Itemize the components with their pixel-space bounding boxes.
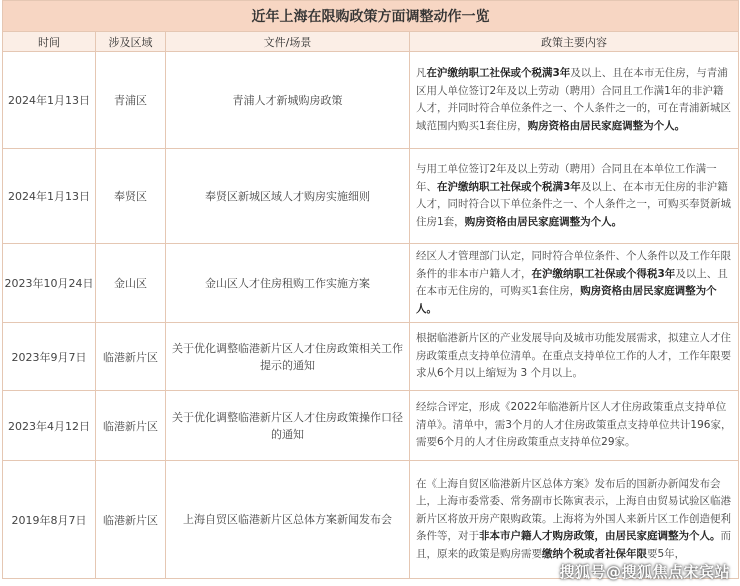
header-row bbox=[3, 32, 739, 52]
content-text: 根据临港新片区的产业发展导向及城市功能发展需求，拟建立人才住房政策重点支持单位清单。在重点支持单位工作的人才，工作年限要求从6个月以上缩短为 3 个月以上。 bbox=[416, 332, 731, 380]
row-area: 金山区 bbox=[96, 244, 166, 323]
content-text: 及以上、且在本市无住房的，可购买1套住房， bbox=[416, 267, 728, 297]
header-time: 时间 bbox=[3, 32, 96, 52]
row-area: 青浦区 bbox=[96, 52, 166, 149]
watermark-text: 搜狐号@搜狐焦点宋宾站 bbox=[559, 563, 730, 581]
content-text: 要5年， bbox=[647, 547, 686, 560]
row-doc: 上海自贸区临港新片区总体方案新闻发布会 bbox=[166, 461, 410, 579]
policy-table bbox=[2, 0, 739, 579]
row-area: 临港新片区 bbox=[96, 391, 166, 461]
table-title: 近年上海在限购政策方面调整动作一览 bbox=[3, 1, 739, 32]
row-date: 2023年9月7日 bbox=[3, 323, 96, 391]
content-highlight: 购房资格由居民家庭调整为个人。 bbox=[416, 285, 717, 315]
content-text: 及以上、且在本市无住房，与青浦区用人单位签订2年及以上劳动（聘用）合同且工作满1年的非沪籍人才，并同时符合单位条件之一、个人条件之一的，可在青浦新城区域范围内购买1套住房， bbox=[416, 67, 731, 132]
row-content bbox=[410, 323, 739, 391]
content-highlight: 购房资格由居民家庭调整为个人。 bbox=[527, 119, 686, 132]
header-area: 涉及区域 bbox=[96, 32, 166, 52]
content-highlight: 缴纳个税或者社保年限 bbox=[542, 547, 647, 560]
row-date: 2024年1月13日 bbox=[3, 149, 96, 244]
row-date: 2023年4月12日 bbox=[3, 391, 96, 461]
content-highlight: 在沪缴纳职工社保或个税满3年 bbox=[426, 67, 571, 79]
content-highlight: 在沪缴纳职工社保或个得税3年 bbox=[531, 267, 676, 280]
title-row bbox=[3, 1, 739, 32]
table-row bbox=[3, 52, 739, 149]
content-text: 与用工单位签订2年及以上劳动（聘用）合同且在本单位工作满一年、 bbox=[416, 163, 717, 193]
content-text: 经区人才管理部门认定，同时符合单位条件、个人条件以及工作年限条件的非本市户籍人才， bbox=[416, 250, 731, 280]
table-row bbox=[3, 391, 739, 461]
row-area: 奉贤区 bbox=[96, 149, 166, 244]
row-doc: 青浦人才新城购房政策 bbox=[166, 52, 410, 149]
content-highlight: 在沪缴纳职工社保或个税满3年 bbox=[437, 180, 581, 193]
row-doc: 关于优化调整临港新片区人才住房政策相关工作提示的通知 bbox=[166, 323, 410, 391]
row-area: 临港新片区 bbox=[96, 461, 166, 579]
row-date: 2019年8月7日 bbox=[3, 461, 96, 579]
content-text: 及以上、在本市无住房的非沪籍人才，同时符合以下单位条件之一、个人条件之一，可购买奉贤新城住房1套， bbox=[416, 180, 731, 228]
content-highlight: 非本市户籍人才购房政策，由居民家庭调整为个人。 bbox=[479, 530, 721, 543]
row-doc: 关于优化调整临港新片区人才住房政策操作口径的通知 bbox=[166, 391, 410, 461]
content-text: 经综合评定，形成《2022年临港新片区人才住房政策重点支持单位清单》。清单中，需3个月的人才住房政策重点支持单位共计196家，需要6个月的人才住房政策重点支持单位29家。 bbox=[416, 401, 732, 449]
row-content bbox=[410, 52, 739, 149]
row-content bbox=[410, 244, 739, 323]
row-area: 临港新片区 bbox=[96, 323, 166, 391]
content-text: 而且，原来的政策是购房需要 bbox=[416, 530, 731, 560]
row-doc: 奉贤区新城区域人才购房实施细则 bbox=[166, 149, 410, 244]
header-content: 政策主要内容 bbox=[410, 32, 739, 52]
row-doc: 金山区人才住房租购工作实施方案 bbox=[166, 244, 410, 323]
content-text: 在《上海自贸区临港新片区总体方案》发布后的国新办新闻发布会上，上海市委常委、常务副市长陈寅表示，上海自由贸易试验区临港新片区将放开房产限购政策。上海将为外国人来新片区工作创造便利条件等，对于 bbox=[416, 477, 731, 543]
content-highlight: 购房资格由居民家庭调整为个人。 bbox=[464, 215, 623, 228]
content-text: 凡 bbox=[416, 67, 427, 79]
table-row bbox=[3, 323, 739, 391]
row-content bbox=[410, 391, 739, 461]
header-doc: 文件/场景 bbox=[166, 32, 410, 52]
row-date: 2024年1月13日 bbox=[3, 52, 96, 149]
table-row bbox=[3, 149, 739, 244]
row-date: 2023年10月24日 bbox=[3, 244, 96, 323]
table-row bbox=[3, 244, 739, 323]
row-content bbox=[410, 149, 739, 244]
